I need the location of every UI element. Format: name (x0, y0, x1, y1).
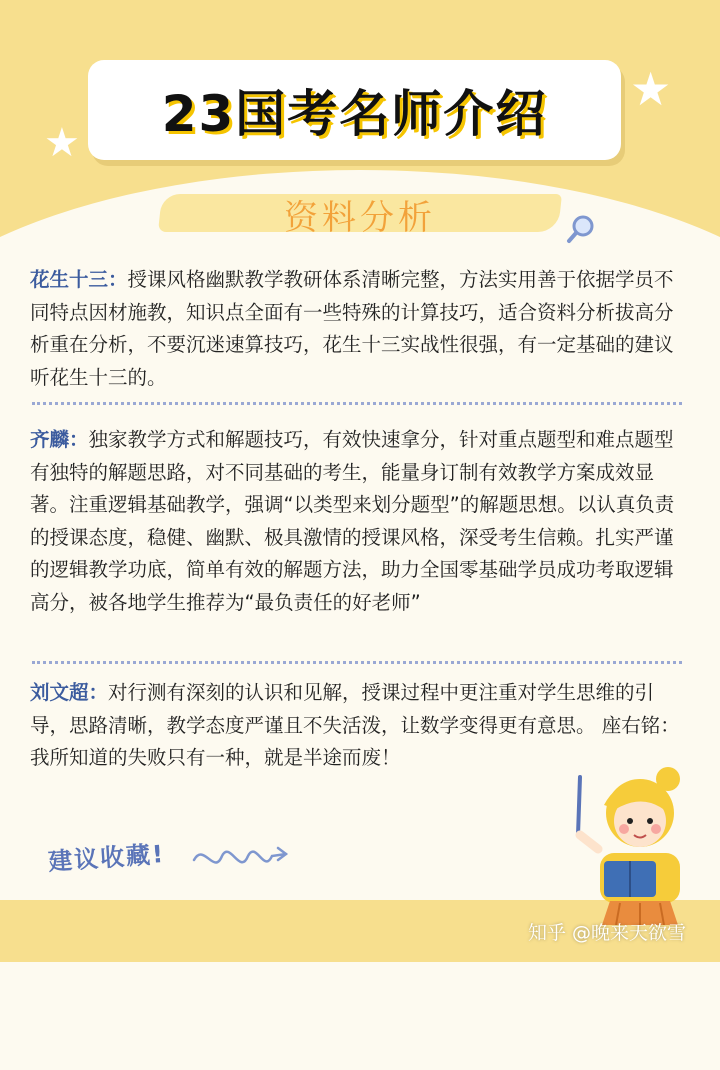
teacher-block (30, 264, 692, 394)
teacher-name: 花生十三： (30, 268, 128, 291)
watermark: 知乎 @晚来天欲雪 (528, 922, 687, 944)
star-icon: ★ (630, 62, 672, 116)
teacher-block (30, 677, 692, 775)
divider (32, 402, 682, 405)
teacher-name: 齐麟： (30, 428, 89, 451)
divider (32, 661, 682, 664)
squiggle-decoration (190, 838, 290, 878)
subtitle: 资料分析 (284, 198, 436, 238)
teacher-block (30, 424, 692, 619)
teacher-name: 刘文超： (30, 681, 109, 704)
subtitle-banner (160, 186, 560, 238)
magnifier-icon (566, 214, 596, 244)
star-icon: ★ (44, 120, 80, 166)
teacher-description: 独家教学方式和解题技巧，有效快速拿分，针对重点题型和难点题型有独特的解题思路，对不同基础的考生，能量身订制有效教学方案成效显著。注重逻辑基础教学，强调“以类型来划分题型”的解题思想。以认真负责的授课态度，稳健、幽默、极具激情的授课风格，深受考生信赖。扎实严谨的逻辑教学功底，简单有效的解题方法，助力全国零基础学员成功考取逻辑高分，被各地学生推荐为“最负责任的好老师” (30, 428, 675, 614)
bookmark-hint: 建议收藏! (47, 839, 166, 877)
teacher-description: 授课风格幽默教学教研体系清晰完整，方法实用善于依据学员不同特点因材施教，知识点全面有一些特殊的计算技巧，适合资料分析拔高分析重在分析，不要沉迷速算技巧，花生十三实战性很强，有一定基础的建议听花生十三的。 (30, 268, 674, 389)
girl-reading-illustration (560, 765, 710, 925)
title-card (88, 60, 621, 160)
page-title: 23国考名师介绍 (161, 85, 548, 143)
teacher-description: 对行测有深刻的认识和见解，授课过程中更注重对学生思维的引导，思路清晰，教学态度严谨且不失活泼，让数学变得更有意思。 座右铭：我所知道的失败只有一种，就是半途而废！ (30, 681, 680, 769)
